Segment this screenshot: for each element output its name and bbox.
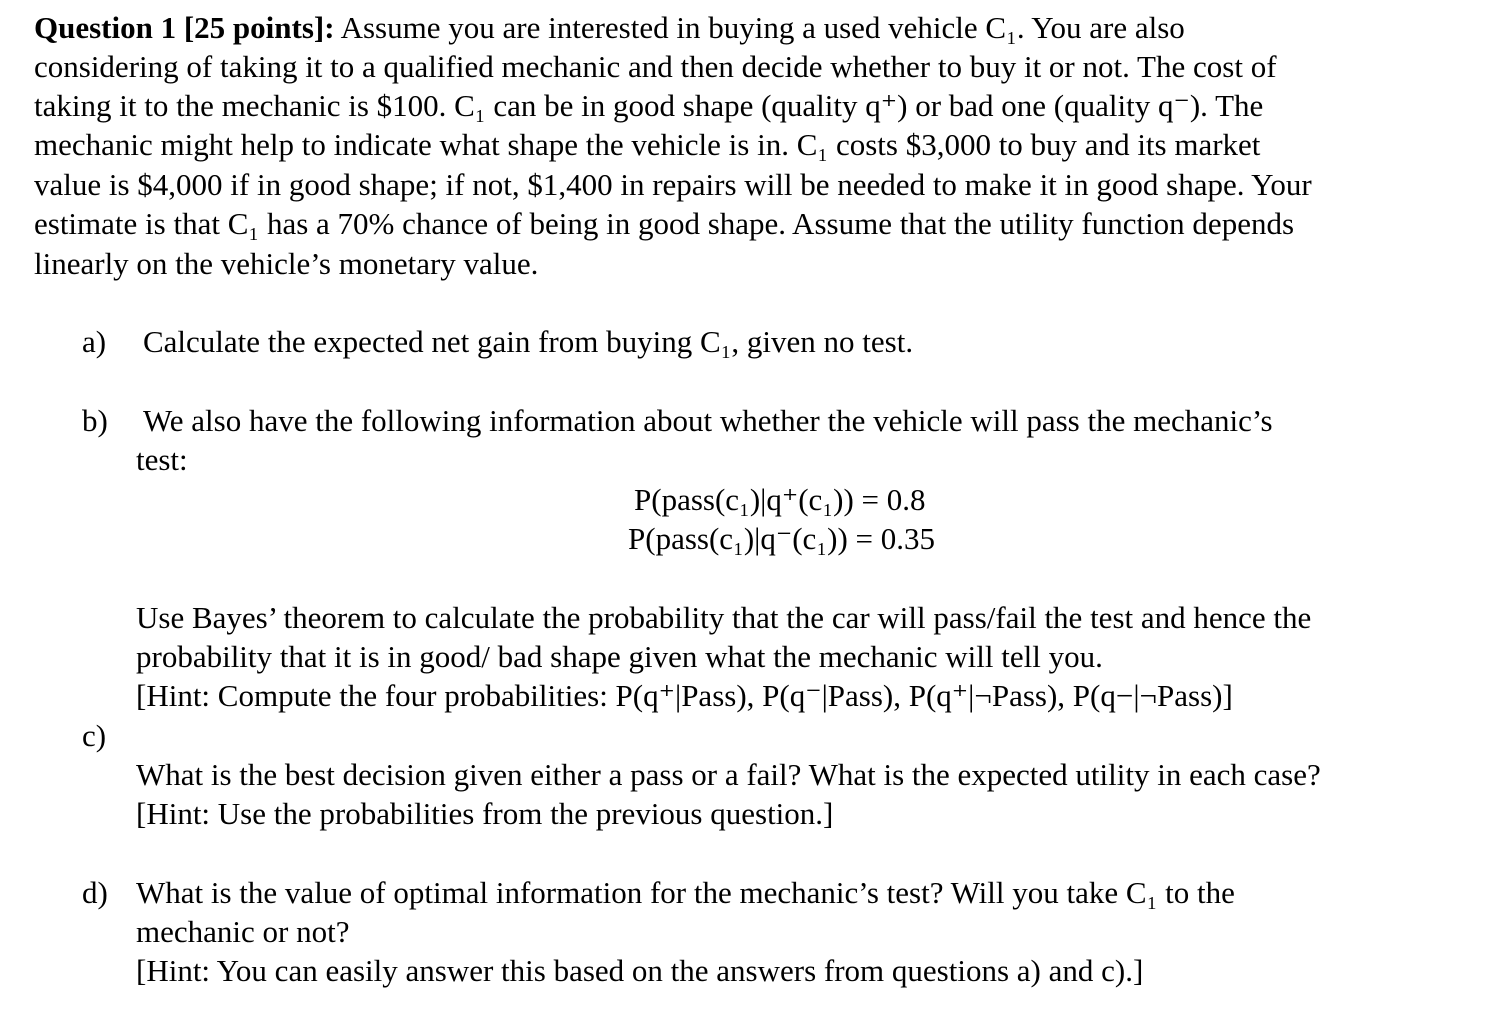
part-b-line-1: We also have the following information about whether the vehicle will pass the mechanic’s — [143, 403, 1273, 438]
intro-line-4: mechanic might help to indicate what shape the vehicle is in. C₁ costs $3,000 to buy and its market — [34, 127, 1261, 162]
equation-pass-bad: P(pass(c₁)|q⁻(c₁)) = 0.35 — [628, 521, 936, 556]
part-c-line-1: What is the best decision given either a pass or a fail? What is the expected utility in each case? — [136, 757, 1321, 792]
bayes-line-2: probability that it is in good/ bad shape given what the mechanic will tell you. — [136, 639, 1103, 674]
intro-line-5: value is $4,000 if in good shape; if not, $1,400 in repairs will be needed to make it in good shape. Your — [34, 167, 1312, 202]
intro-line-1 — [34, 12, 1185, 43]
intro-line-3: taking it to the mechanic is $100. C₁ can be in good shape (quality q⁺) or bad one (quality q⁻). The — [34, 88, 1264, 123]
part-a-text: Calculate the expected net gain from buying C₁, given no test. — [143, 324, 914, 359]
part-d-label: d) — [82, 875, 108, 910]
part-d-line-2: mechanic or not? — [136, 914, 350, 949]
intro-line-2: considering of taking it to a qualified mechanic and then decide whether to buy it or not. The cost of — [34, 49, 1277, 84]
part-a-label: a) — [82, 324, 107, 359]
intro-line-7: linearly on the vehicle’s monetary value. — [34, 246, 539, 281]
question-heading: Question 1 [25 points]: — [34, 10, 335, 45]
equation-pass-good: P(pass(c₁)|q⁺(c₁)) = 0.8 — [634, 482, 926, 517]
part-c-hint: [Hint: Use the probabilities from the previous question.] — [136, 796, 834, 831]
intro-line-6: estimate is that C₁ has a 70% chance of being in good shape. Assume that the utility function depends — [34, 206, 1295, 241]
bayes-hint: [Hint: Compute the four probabilities: P(q⁺|Pass), P(q⁻|Pass), P(q⁺|¬Pass), P(q−|¬Pass)] — [136, 678, 1233, 713]
part-c-label: c) — [82, 718, 107, 753]
part-d-line-1: What is the value of optimal information for the mechanic’s test? Will you take C₁ to the — [136, 875, 1235, 910]
part-b-label: b) — [82, 403, 108, 438]
bayes-line-1: Use Bayes’ theorem to calculate the probability that the car will pass/fail the test and hence the — [136, 600, 1312, 635]
intro-text: Assume you are interested in buying a used vehicle C₁. You are also — [340, 10, 1185, 45]
part-d-hint: [Hint: You can easily answer this based on the answers from questions a) and c).] — [136, 953, 1144, 988]
part-b-line-2: test: — [136, 442, 188, 477]
